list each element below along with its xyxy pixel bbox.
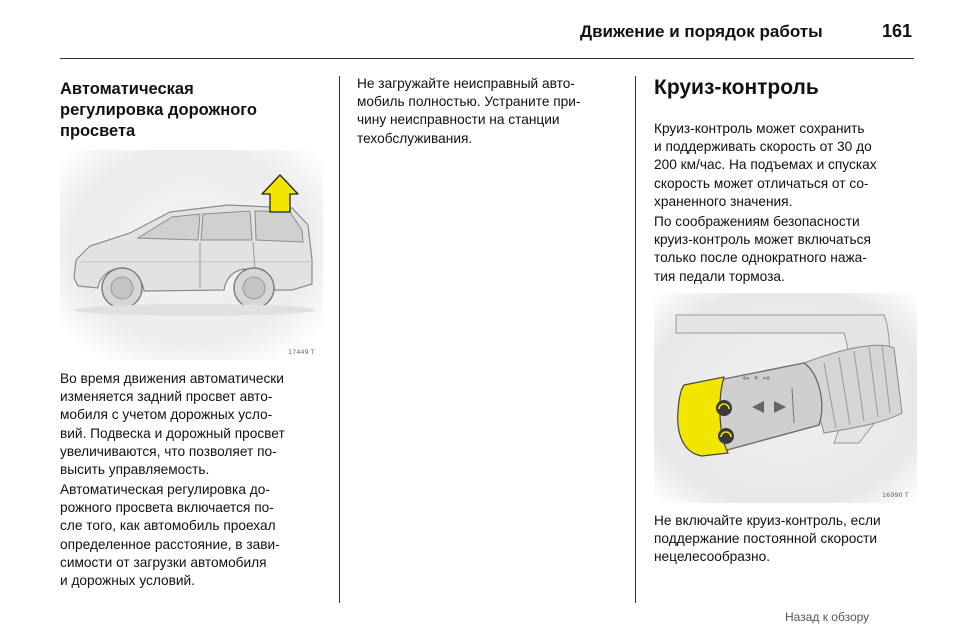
heading-line: Автоматическая — [60, 80, 194, 98]
figure-code: 17449 T — [288, 348, 315, 356]
section-heading-cruise-control: Круиз-контроль — [654, 76, 819, 99]
text-line: техобслуживания. — [357, 130, 473, 146]
text-line: сле того, как автомобиль проехал — [60, 518, 276, 534]
text-line: нецелесообразно. — [654, 549, 770, 565]
text-line: и дорожных условий. — [60, 573, 195, 589]
text-line: мобиль полностью. Устраните при- — [357, 94, 581, 110]
text-line: мобиля с учетом дорожных усло- — [60, 407, 273, 423]
text-line: круиз-контроль может включаться — [654, 232, 871, 248]
heading-line: регулировка дорожного — [60, 101, 258, 119]
column-divider-right — [635, 76, 636, 603]
text-line: Не загружайте неисправный авто- — [357, 76, 575, 91]
paragraph-clearance-1 — [60, 370, 285, 479]
car-clearance-figure — [60, 150, 323, 360]
text-line: увеличиваются, что позволяет по- — [60, 443, 277, 459]
lever-tip-highlight — [678, 377, 728, 456]
text-line: определенное расстояние, в зави- — [60, 536, 280, 552]
column-divider-left — [339, 76, 340, 603]
paragraph-cruise-1 — [654, 120, 877, 211]
text-line: тия педали тормоза. — [654, 268, 785, 284]
text-line: Во время движения автоматически — [60, 371, 284, 386]
heading-line: просвета — [60, 122, 136, 140]
text-line: чину неисправности на станции — [357, 112, 560, 128]
paragraph-cruise-3 — [654, 512, 881, 567]
text-line: По соображениям безопасности — [654, 214, 860, 229]
text-line: симости от загрузки автомобиля — [60, 554, 267, 570]
lever-marking: ⇦ ⚬ ⇨ — [742, 374, 771, 384]
cruise-lever-figure — [654, 293, 917, 503]
text-line: поддержание постоянной скорости — [654, 531, 878, 547]
text-line: только после однократного нажа- — [654, 250, 867, 266]
text-line: и поддерживать скорость от 30 до — [654, 139, 872, 155]
paragraph-cruise-2 — [654, 213, 871, 286]
paragraph-clearance-2 — [60, 481, 280, 590]
paragraph-warning-load — [357, 75, 581, 148]
text-line: храненного значения. — [654, 193, 793, 209]
text-line: изменяется задний просвет авто- — [60, 389, 273, 405]
text-line: Круиз-контроль может сохранить — [654, 121, 865, 136]
text-line: вий. Подвеска и дорожный просвет — [60, 425, 285, 441]
section-heading-ground-clearance — [60, 79, 330, 142]
text-line: скорость может отличаться от со- — [654, 175, 869, 191]
page-header-title: Движение и порядок работы — [580, 22, 823, 41]
page-number: 161 — [882, 21, 913, 41]
header-divider — [60, 58, 914, 59]
text-line: рожного просвета включается по- — [60, 500, 274, 516]
back-to-overview-link[interactable]: Назад к обзору — [785, 610, 870, 624]
text-line: 200 км/час. На подъемах и спусках — [654, 157, 877, 173]
text-line: высить управляемость. — [60, 462, 210, 478]
text-line: Автоматическая регулировка до- — [60, 482, 270, 497]
text-line: Не включайте круиз-контроль, если — [654, 513, 881, 528]
figure-code: 16990 T — [882, 491, 909, 499]
